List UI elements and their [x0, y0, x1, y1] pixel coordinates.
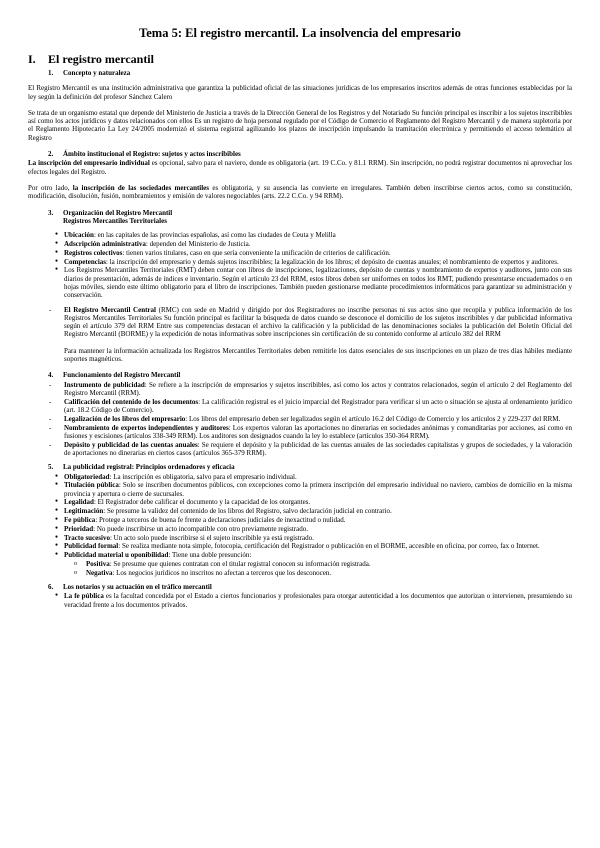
subsection-heading-6	[48, 583, 572, 591]
bold-term: Competencias	[64, 257, 106, 266]
bold-term: Adscripción administrativa	[64, 239, 146, 248]
text: : Los libros del empresario deben ser legalizados según el artículo 16.2 del Código de Comercio y los artículos 2 y 229-237 del RRM.	[185, 414, 561, 423]
text: : La calificación registral es el juicio imparcial del Registrador para verificar si un acto o situación se ajusta al ordenamiento jurídico (art. 18.2 Código de Comercio).	[64, 397, 572, 414]
subsection-heading-4	[48, 371, 572, 379]
text: : La inscripción es obligatoria, salvo para el empresario individual.	[109, 472, 297, 481]
bullet-list	[28, 231, 572, 299]
list-item	[28, 507, 572, 515]
list-item	[28, 441, 572, 458]
list-item	[28, 381, 572, 398]
paragraph	[28, 184, 572, 201]
bold-term: Tracto sucesivo	[64, 533, 110, 542]
paragraph: El Registro Mercantil es una institución administrativa que garantiza la publicidad oficial de las situaciones jurídicas de los empresarios inscritos además de otras funciones establecidas por la ley según la definición del profesor Sánchez Calero	[28, 84, 572, 101]
list-item	[28, 592, 572, 609]
text: : Se refiere a la inscripción de empresarios y sujetos inscribibles, así como los actos y contratos relacionados, según el artículo 2 del Reglamento del Registro Mercantil (RRM).	[64, 380, 572, 397]
subsection-number: 4.	[48, 371, 54, 380]
bold-term: Fe pública	[64, 516, 96, 525]
bullet-list	[28, 473, 572, 560]
list-item	[28, 240, 572, 248]
text: : El Registrador debe calificar el documento y la capacidad de los otorgantes.	[93, 498, 311, 507]
subsection-number: 1.	[48, 69, 54, 77]
subsection-heading-1	[48, 69, 572, 77]
bold-term: Publicidad formal	[64, 542, 119, 551]
section-heading	[28, 53, 572, 66]
subsection-title: Ámbito institucional el Registro: sujetos y actos inscribibles	[63, 150, 241, 159]
text: : Los expertos valoran las aportaciones no dinerarias en sociedades anónimas y comanditarias por acciones, así como en fusiones y escisiones (artículos 338-349 RRM). Los auditores son designados cuando la ley lo establece (artículos 350-364 RRM).	[64, 423, 572, 440]
list-item	[28, 266, 572, 299]
list-item	[28, 231, 572, 239]
list-item	[28, 551, 572, 559]
text: : la inscripción del empresario y demás sujetos inscribibles; la legalización de los libros; el depósito de cuentas anuales; el nombramiento de expertos y auditores.	[106, 257, 559, 266]
list-item	[28, 534, 572, 542]
text: : Tiene una doble presunción:	[168, 551, 252, 560]
bold-term: El Registro Mercantil Central	[64, 305, 156, 314]
bold-term: Ubicación	[64, 231, 94, 240]
list-item	[28, 398, 572, 415]
subsection-title: Funcionamiento del Registro Mercantil	[63, 371, 181, 380]
subsection-title: La publicidad registral: Principios ordenadores y eficacia	[63, 463, 235, 472]
text: : tienen varios titulares, caso en que sería conveniente la unificación de criterios de calificación.	[122, 248, 391, 257]
bold-term: Publicidad material u oponibilidad	[64, 551, 169, 560]
dash-list	[28, 381, 572, 458]
list-item	[28, 258, 572, 266]
text: : Se requiere el depósito y la publicidad de las cuentas anuales de las sociedades capitalistas y grupos de sociedades, y la valoración de aportaciones no dinerarias en ciertos casos (artículos 365-379 RRM).	[64, 440, 572, 457]
text: : en las capitales de las provincias españolas, así como las ciudades de Ceuta y Melilla	[93, 231, 336, 240]
bold-term: Nombramiento de expertos independientes y auditores	[64, 423, 229, 432]
bold-term: Legalidad	[64, 498, 94, 507]
bold-term: Titulación pública	[64, 481, 119, 490]
text: (RMC) con sede en Madrid y dirigido por dos Registradores no inscribe personas ni sus actos sino que recopila y publica información de los Registros Mercantiles Territoriales Su función principal es facilitar la búsqueda de datos cuando se desconoce el domicilio de los sujetos inscribibles y dar publicidad informativa según el artículo 379 del RRM Entre sus competencias destacan el archivo la calificación y la publicidad de las denominaciones sociales la publicación del Boletín Oficial del Registro Mercantil (BORME) y la expedición de notas informativas sobre inscripciones sin certificación de su contenido conforme al artículo 382 del RRM	[64, 305, 572, 339]
subsection-title: Los notarios y su actuación en el tráfico mercantil	[63, 583, 212, 592]
page-title: Tema 5: El registro mercantil. La insolvencia del empresario	[139, 26, 461, 40]
list-item	[28, 498, 572, 506]
bold-term: Registros colectivos	[64, 248, 123, 257]
list-item	[28, 424, 572, 441]
bold-term: La inscripción del empresario individual	[28, 159, 150, 168]
text: es opcional, salvo para el naviero, donde es obligatoria (art. 19 C.Co. y 81.1 RRM). Sin inscripción, no podrá registrar documentos ni aprovechar los efectos legales del Registro.	[28, 159, 572, 176]
text: : Se realiza mediante nota simple, fotocopia, certificación del Registrador o publicación en el BORME, accesible en oficina, por correo, fax o Internet.	[118, 542, 540, 551]
text: : Se presume la validez del contenido de los libros del Registro, salvo declaración judicial en contrario.	[103, 507, 392, 516]
subsection-number: 5.	[48, 463, 54, 472]
text: : Un acto solo puede inscribirse si el sujeto inscribible ya está registrado.	[109, 533, 314, 542]
bold-term: Instrumento de publicidad	[64, 380, 145, 389]
list-item	[28, 473, 572, 481]
bold-term: Depósito y publicidad de las cuentas anuales	[64, 440, 198, 449]
list-item	[28, 516, 572, 524]
subsection-heading-2	[48, 150, 572, 158]
text: : Solo se inscriben documentos públicos, con excepciones como la primera inscripción del empresario individual no naviero, cambios de domicilio en la misma provincia y apertura o cierre de sucursales.	[64, 481, 573, 498]
subtitle-text: Registros Mercantiles Territoriales	[63, 216, 167, 225]
text: Los Registros Mercantiles Territoriales (RMT) deben contar con libros de inscripciones, legalizaciones, depósito de cuentas y nombramiento de expertos y auditores, junto con sus diarios de presentación, además de índices e inventario. Según el artículo 23 del RRM, estos libros deben ser uniformes en todos los RMT, pudiendo presentarse encuadernados o en hojas móviles, siendo este último obligatorio para el libro de inscripciones. También pueden gestionarse mediante procedimientos informáticos para garantizar su administración y conservación.	[64, 266, 572, 300]
bold-term: Prioridad	[64, 524, 94, 533]
section-number: I.	[28, 52, 36, 66]
dash-paragraph	[28, 306, 572, 339]
paragraph: Se trata de un organismo estatal que depende del Ministerio de Justicia a través de la Dirección General de los Registros y del Notariado Su función principal es inscribir a los sujetos inscribibles así como los actos jurídicos y datos relacionados con ellos Es un registro de hoja personal regulado por el Código de Comercio el Reglamento del Registro Mercantil y de manera supletoria por el Reglamento Hipotecario La Ley 24/2005 modernizó el sistema registral agilizando los plazos de inscripción impulsando la tramitación electrónica y permitiendo el acceso telemático al Registro	[28, 108, 572, 142]
bold-term: Negativa	[86, 568, 113, 577]
bold-term: Legitimación	[64, 507, 104, 516]
subsection-heading-3	[48, 209, 572, 217]
bold-term: Calificación del contenido de los documentos	[64, 397, 199, 406]
subsection-subtitle	[48, 217, 572, 225]
list-item	[28, 560, 572, 568]
subsection-title: Concepto y naturaleza	[63, 69, 131, 77]
bold-term: Positiva	[86, 560, 110, 569]
text: : No puede inscribirse un acto incompatible con otro previamente registrado.	[93, 524, 308, 533]
text: es obligatoria, y su ausencia las convierte en irregulares. También deben inscribirse ciertos actos, como su constitución, modificación, disolución, fusión, nombramientos y emisión de valores negociables (arts. 22.2 C.Co. y 94 RRM).	[28, 183, 572, 201]
list-item	[28, 569, 572, 577]
paragraph: Para mantener la información actualizada los Registros Mercantiles Territoriales deben remitirle los datos esenciales de sus inscripciones en un plazo de tres días hábiles mediante soportes magnéticos.	[64, 346, 572, 364]
subsection-title: Organización del Registro Mercantil	[63, 208, 173, 217]
list-item	[28, 249, 572, 257]
list-item	[28, 481, 572, 498]
text: : dependen del Ministerio de Justicia.	[145, 239, 251, 248]
bold-term: La fe pública	[64, 592, 104, 601]
subsection-number: 6.	[48, 583, 54, 592]
list-item	[28, 525, 572, 533]
subsection-number: 3.	[48, 208, 54, 217]
list-item	[28, 415, 572, 423]
text: : Se presume que quienes contratan con el titular registral conocen su información registrada.	[109, 560, 371, 569]
bullet-list	[28, 592, 572, 609]
bold-term: Legalización de los libros del empresario	[64, 414, 186, 423]
text: Por otro lado,	[28, 183, 73, 192]
sub-list	[28, 560, 572, 577]
text: : Protege a terceros de buena fe frente a declaraciones judiciales de inexactitud o nulidad.	[95, 516, 346, 525]
bold-term: Obligatoriedad	[64, 472, 110, 481]
list-item	[28, 542, 572, 550]
document-page	[28, 26, 572, 615]
paragraph	[28, 159, 572, 176]
section-title: El registro mercantil	[48, 52, 154, 66]
bold-term: la inscripción de las sociedades mercantiles	[72, 183, 210, 192]
subsection-number: 2.	[48, 150, 54, 159]
text: : Los negocios jurídicos no inscritos no afectan a terceros que los desconocen.	[112, 568, 332, 577]
subsection-heading-5	[48, 463, 572, 471]
text: es la facultad concedida por el Estado a ciertos funcionarios y profesionales para otorgar autenticidad a los documentos que autorizan o intervienen, presumiendo su veracidad frente a los documentos privados.	[64, 592, 572, 609]
